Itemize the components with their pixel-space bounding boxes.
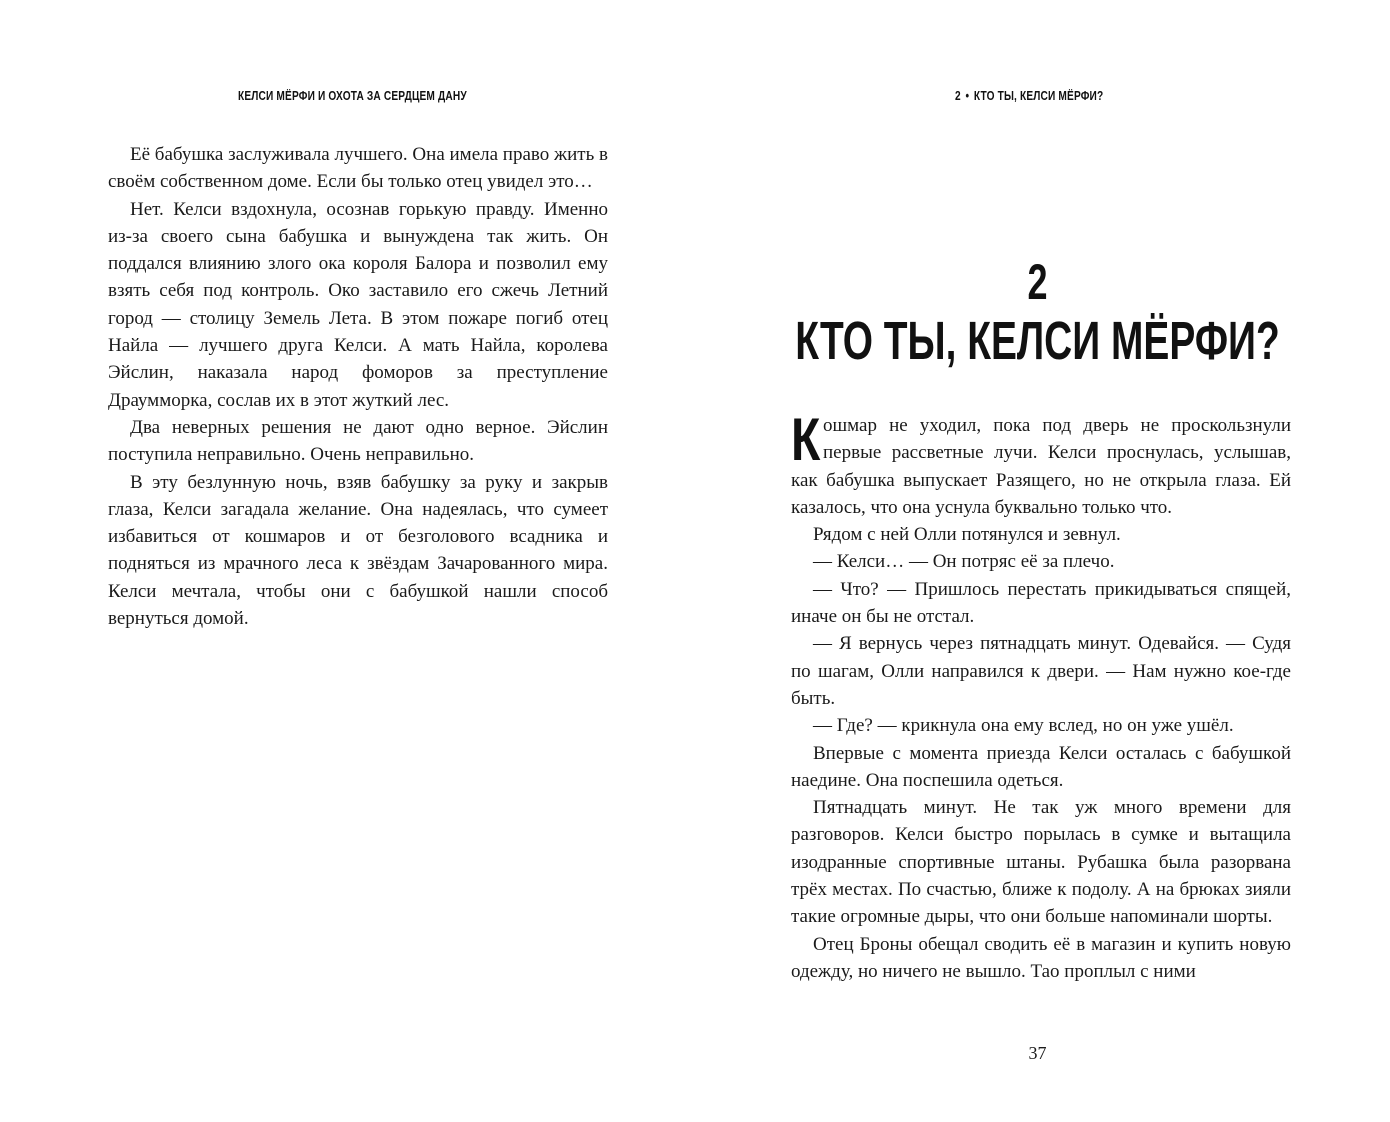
paragraph: Нет. Келси вздохнула, осознав горькую правду. Именно из-за своего сына бабушка и вынуждена так жить. Он поддался влиянию злого ока короля Балора и позволил ему взять себя под контроль. Око заставило его сжечь Летний город — столицу Земель Лета. В этом пожаре погиб отец Найла — лучшего друга Келси. А мать Найла, королева Эйслин, наказала народ фоморов за преступление Драумморка, сослав их в этот жуткий лес. bbox=[108, 198, 608, 411]
paragraph: В эту безлунную ночь, взяв бабушку за руку и закрыв глаза, Келси загадала желание. Она надеялась, что сумеет избавиться от кошмаров и от безголового всадника и подняться из мрачного леса к звёздам Зачарованного мира. Келси мечтала, чтобы они с бабушкой нашли способ вернуться домой. bbox=[108, 471, 608, 630]
left-page-body bbox=[108, 141, 608, 632]
drop-cap: К bbox=[791, 406, 821, 473]
chapter-number: 2 bbox=[1027, 254, 1048, 310]
paragraph: Пятнадцать минут. Не так уж много времени для разговоров. Келси быстро порылась в сумке и вытащила изодранные спортивные штаны. Рубашка была разорвана трёх местах. По счастью, ближе к подолу. А на брюках зияли такие огромные дыры, что они больше напоминали шорты. bbox=[791, 797, 1291, 928]
paragraph: — Где? — крикнула она ему вслед, но он уже ушёл. bbox=[813, 715, 1234, 737]
bullet-separator: • bbox=[965, 88, 970, 103]
paragraph: Отец Броны обещал сводить её в магазин и купить новую одежду, но ничего не вышло. Тао проплыл с ними bbox=[791, 933, 1291, 982]
running-head-chapter bbox=[955, 88, 1103, 103]
paragraph: — Келси… — Он потряс её за плечо. bbox=[813, 551, 1115, 573]
running-head-chapter-title: КТО ТЫ, КЕЛСИ МЁРФИ? bbox=[973, 88, 1104, 103]
page-number: 37 bbox=[1028, 1043, 1047, 1063]
paragraph: Её бабушка заслуживала лучшего. Она имела право жить в своём собственном доме. Если бы только отец увидел это… bbox=[108, 144, 608, 193]
running-head-book-title: КЕЛСИ МЁРФИ И ОХОТА ЗА СЕРДЦЕМ ДАНУ bbox=[238, 88, 467, 103]
first-paragraph-text: ошмар не уходил, пока под дверь не проскользнули первые рассветные лучи. Келси проснулась, услышав, как бабушка выпускает Разящего, но не открыла глаза. Ей казалось, что она уснула буквально только что. bbox=[791, 415, 1291, 518]
paragraph: Два неверных решения не дают одно верное. Эйслин поступила неправильно. Очень неправильно. bbox=[108, 416, 608, 466]
paragraph: Рядом с ней Олли потянулся и зевнул. bbox=[813, 524, 1121, 546]
right-page-body bbox=[791, 406, 1291, 985]
right-page bbox=[695, 0, 1390, 1122]
paragraph: Впервые с момента приезда Келси осталась с бабушкой наедине. Она поспешила одеться. bbox=[791, 742, 1291, 791]
paragraph: — Я вернусь через пятнадцать минут. Одевайся. — Судя по шагам, Олли направился к двери. — Нам нужно кое-где быть. bbox=[791, 633, 1291, 709]
paragraph: — Что? — Пришлось перестать прикидываться спящей, иначе он бы не отстал. bbox=[791, 578, 1291, 628]
chapter-title: КТО ТЫ, КЕЛСИ МЁРФИ? bbox=[795, 311, 1280, 371]
first-paragraph bbox=[791, 406, 1291, 521]
running-head-chapter-number: 2 bbox=[955, 88, 961, 103]
